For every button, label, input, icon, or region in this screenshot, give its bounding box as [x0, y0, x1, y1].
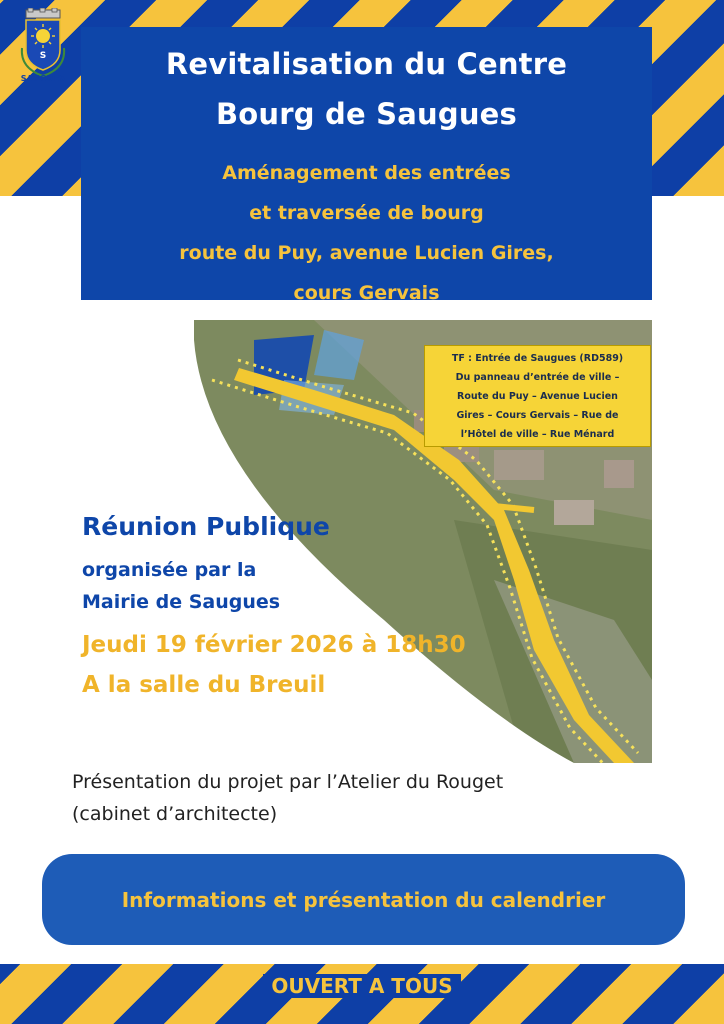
subtitle-line: route du Puy, avenue Lucien Gires, [179, 242, 554, 264]
organizer-name: Mairie de Saugues [82, 591, 281, 613]
subtitle-line: cours Gervais [293, 282, 440, 304]
presentation-text [72, 766, 672, 830]
map-legend-line: Gires – Cours Gervais – Rue de [456, 410, 619, 421]
meeting-date: Jeudi 19 février 2026 à 18h30 [82, 632, 466, 658]
presentation-line: Présentation du projet par l’Atelier du Rouget [72, 771, 504, 793]
map-legend-line: TF : Entrée de Saugues (RD589) [451, 353, 624, 364]
main-title [81, 39, 652, 139]
map-legend [424, 345, 651, 447]
map-legend-line: Du panneau d’entrée de ville – [455, 372, 620, 383]
map-legend-line: Route du Puy – Avenue Lucien [457, 391, 618, 402]
subtitle-line: Aménagement des entrées [222, 162, 511, 184]
title-line-1: Revitalisation du Centre [165, 47, 568, 81]
subtitle-line: et traversée de bourg [249, 202, 484, 224]
meeting-venue: A la salle du Breuil [82, 672, 326, 698]
footer-open-all [0, 974, 724, 998]
footer-text: OUVERT A TOUS [263, 974, 460, 998]
presentation-line: (cabinet d’architecte) [72, 803, 278, 825]
map-legend-line: l’Hôtel de ville – Rue Ménard [460, 429, 615, 440]
organized-by-line: organisée par la [82, 559, 257, 581]
title-panel [81, 27, 652, 304]
subtitle [81, 153, 652, 313]
crest-letter: S [39, 51, 47, 61]
info-banner-text: Informations et présentation du calendrier [121, 887, 606, 912]
logo-caption: SAUGUES [20, 74, 66, 83]
title-line-2: Bourg de Saugues [216, 97, 517, 131]
meeting-title: Réunion Publique [82, 512, 330, 541]
crest-icon [16, 8, 70, 78]
info-banner [42, 854, 685, 945]
